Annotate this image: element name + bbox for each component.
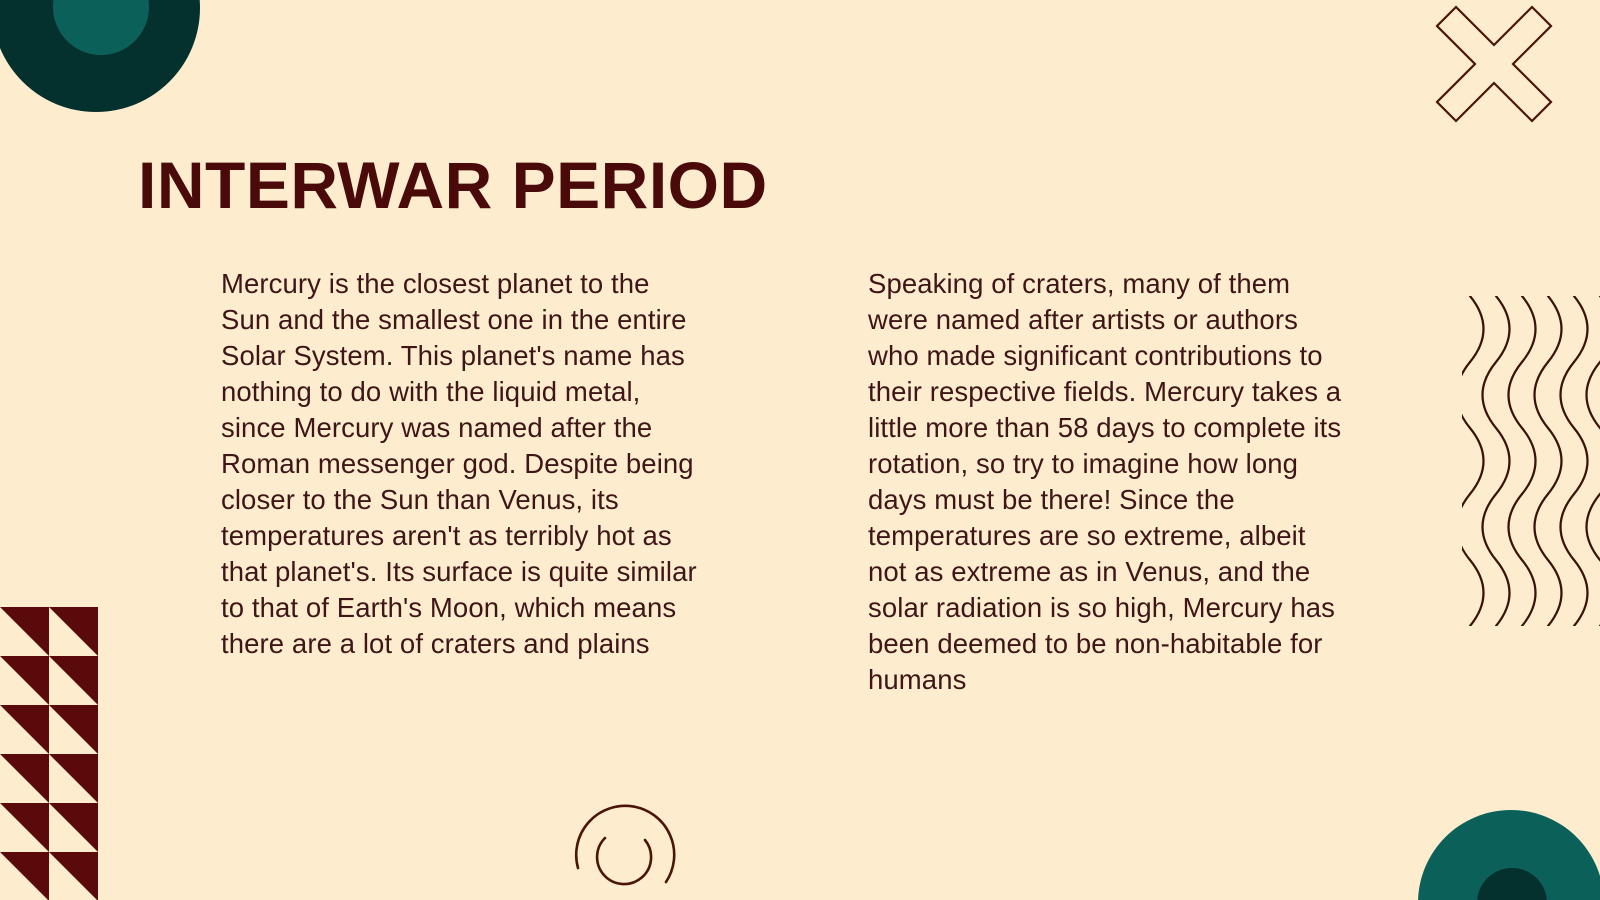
page-title: INTERWAR PERIOD <box>138 148 768 223</box>
body-text-left-column: Mercury is the closest planet to the Sun and the smallest one in the entire Solar System. This planet's name has nothing to do with the liquid metal, since Mercury was named after the Roman messenger god. Despite being closer to the Sun than Venus, its temperatures aren't as terribly hot as that planet's. Its surface is quite similar to that of Earth's Moon, which means there are a lot of craters and plains <box>221 268 697 659</box>
body-text-right-column: Speaking of craters, many of them were named after artists or authors who made significant contributions to their respective fields. Mercury takes a little more than 58 days to complete its rotation, so try to imagine how long days must be there! Since the temperatures are so extreme, albeit not as extreme as in Venus, and the solar radiation is so high, Mercury has been deemed to be non-habitable for humans <box>868 268 1342 695</box>
